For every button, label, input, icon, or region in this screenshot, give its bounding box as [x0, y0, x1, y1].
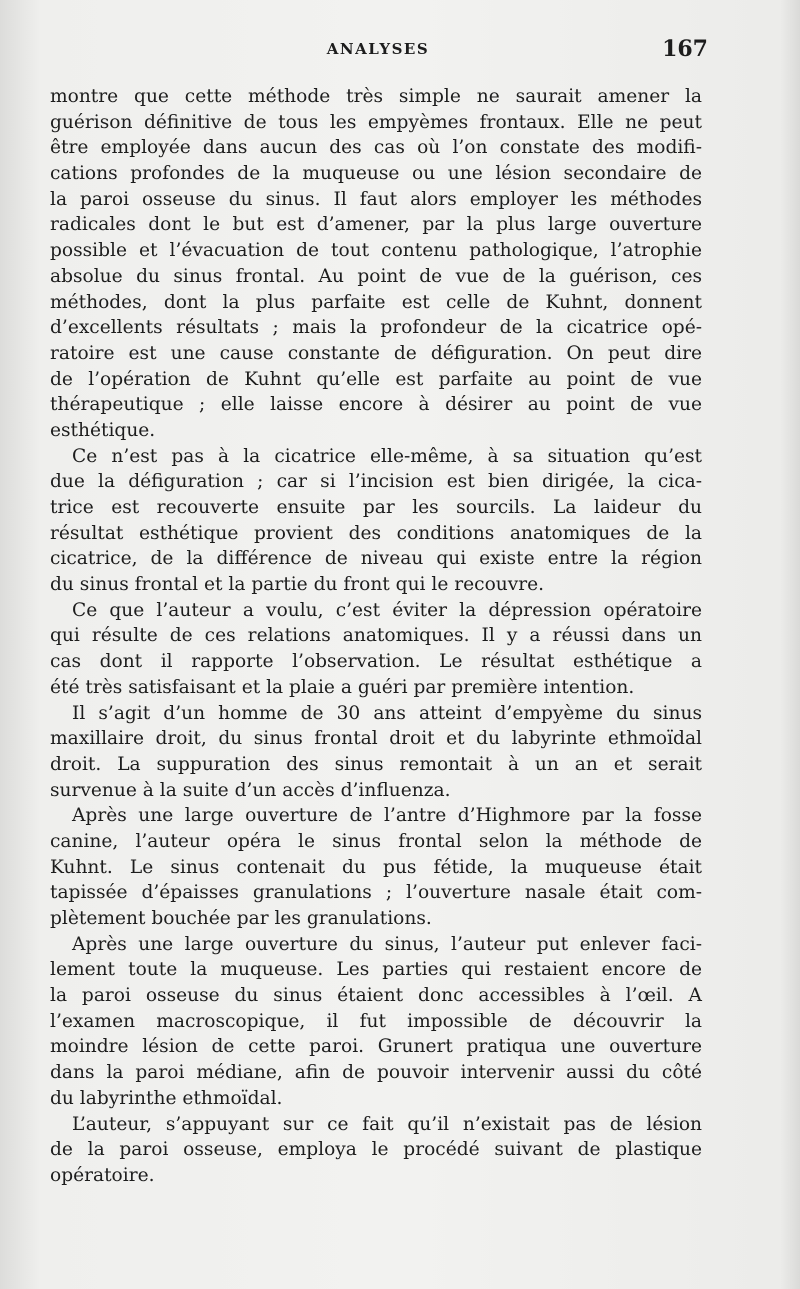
text-line: esthétique.: [50, 419, 156, 441]
text-line: trice est recouverte ensuite par les sourcils. La laideur du: [50, 497, 702, 518]
text-line: cicatrice, de la différence de niveau qui existe entre la région: [50, 548, 702, 570]
text-line: cations profondes de la muqueuse ou une lésion secondaire de: [50, 163, 702, 185]
text-line: la paroi osseuse du sinus étaient donc accessibles à l’œil. A: [50, 985, 702, 1007]
text-line: lement toute la muqueuse. Les parties qui restaient encore de: [50, 959, 702, 981]
text-line: possible et l’évacuation de tout contenu pathologique, l’atrophie: [50, 240, 702, 262]
text-line: l’examen macroscopique, il fut impossible de découvrir la: [50, 1010, 702, 1032]
text-line: Ce n’est pas à la cicatrice elle-même, à sa situation qu’est: [72, 445, 702, 467]
text-line: maxillaire droit, du sinus frontal droit et du labyrinte ethmoïdal: [50, 728, 702, 750]
text-line: du sinus frontal et la partie du front qui le recouvre.: [50, 574, 545, 596]
text-line: radicales dont le but est d’amener, par la plus large ouverture: [50, 214, 702, 236]
text-line: thérapeutique ; elle laisse encore à désirer au point de vue: [50, 394, 702, 416]
text-line: absolue du sinus frontal. Au point de vue de la guérison, ces: [50, 265, 702, 287]
text-line: survenue à la suite d’un accès d’influenza.: [50, 779, 451, 801]
text-line: guérison définitive de tous les empyèmes frontaux. Elle ne peut: [50, 111, 702, 133]
text-line: due la défiguration ; car si l’incision est bien dirigée, la cica-: [50, 471, 702, 493]
text-line: méthodes, dont la plus parfaite est celle de Kuhnt, donnent: [50, 291, 702, 313]
text-line: droit. La suppuration des sinus remontait à un an et serait: [50, 753, 702, 775]
text-line: Il s’agit d’un homme de 30 ans atteint d’empyème du sinus: [72, 702, 702, 724]
page-header: [48, 36, 708, 64]
text-line: cas dont il rapporte l’observation. Le résultat esthétique a: [50, 651, 702, 673]
text-line: Ce que l’auteur a voulu, c’est éviter la dépression opératoire: [72, 599, 702, 621]
text-line: dans la paroi médiane, afin de pouvoir intervenir aussi du côté: [50, 1062, 702, 1084]
text-line: Après une large ouverture de l’antre d’Highmore par la fosse: [72, 805, 702, 827]
running-head: ANALYSES: [326, 40, 430, 58]
text-line: plètement bouchée par les granulations.: [50, 908, 432, 929]
text-line: montre que cette méthode très simple ne saurait amener la: [50, 86, 702, 107]
text-line: du labyrinthe ethmoïdal.: [50, 1087, 283, 1109]
body-text: [50, 84, 702, 1189]
text-line: résultat esthétique provient des conditions anatomiques de la: [50, 522, 702, 544]
page-number: 167: [662, 36, 708, 62]
text-line: être employée dans aucun des cas où l’on constate des modifi-: [50, 137, 702, 159]
text-line: d’excellents résultats ; mais la profondeur de la cicatrice opé-: [50, 317, 702, 339]
text-line: de l’opération de Kuhnt qu’elle est parfaite au point de vue: [50, 368, 702, 390]
text-line: tapissée d’épaisses granulations ; l’ouverture nasale était com-: [50, 882, 702, 904]
text-line: été très satisfaisant et la plaie a guéri par première intention.: [50, 676, 635, 698]
text-line: canine, l’auteur opéra le sinus frontal selon la méthode de: [50, 830, 702, 852]
text-line: Kuhnt. Le sinus contenait du pus fétide, la muqueuse était: [50, 856, 702, 878]
text-line: moindre lésion de cette paroi. Grunert pratiqua une ouverture: [50, 1036, 702, 1058]
text-line: qui résulte de ces relations anatomiques. Il y a réussi dans un: [50, 625, 702, 647]
text-line: opératoire.: [50, 1164, 155, 1186]
text-line: L’auteur, s’appuyant sur ce fait qu’il n’existait pas de lésion: [72, 1113, 702, 1135]
text-line: ratoire est une cause constante de défiguration. On peut dire: [50, 342, 702, 364]
text-line: la paroi osseuse du sinus. Il faut alors employer les méthodes: [50, 188, 702, 210]
text-line: Après une large ouverture du sinus, l’auteur put enlever faci-: [72, 933, 702, 955]
text-line: de la paroi osseuse, employa le procédé suivant de plastique: [50, 1139, 702, 1161]
